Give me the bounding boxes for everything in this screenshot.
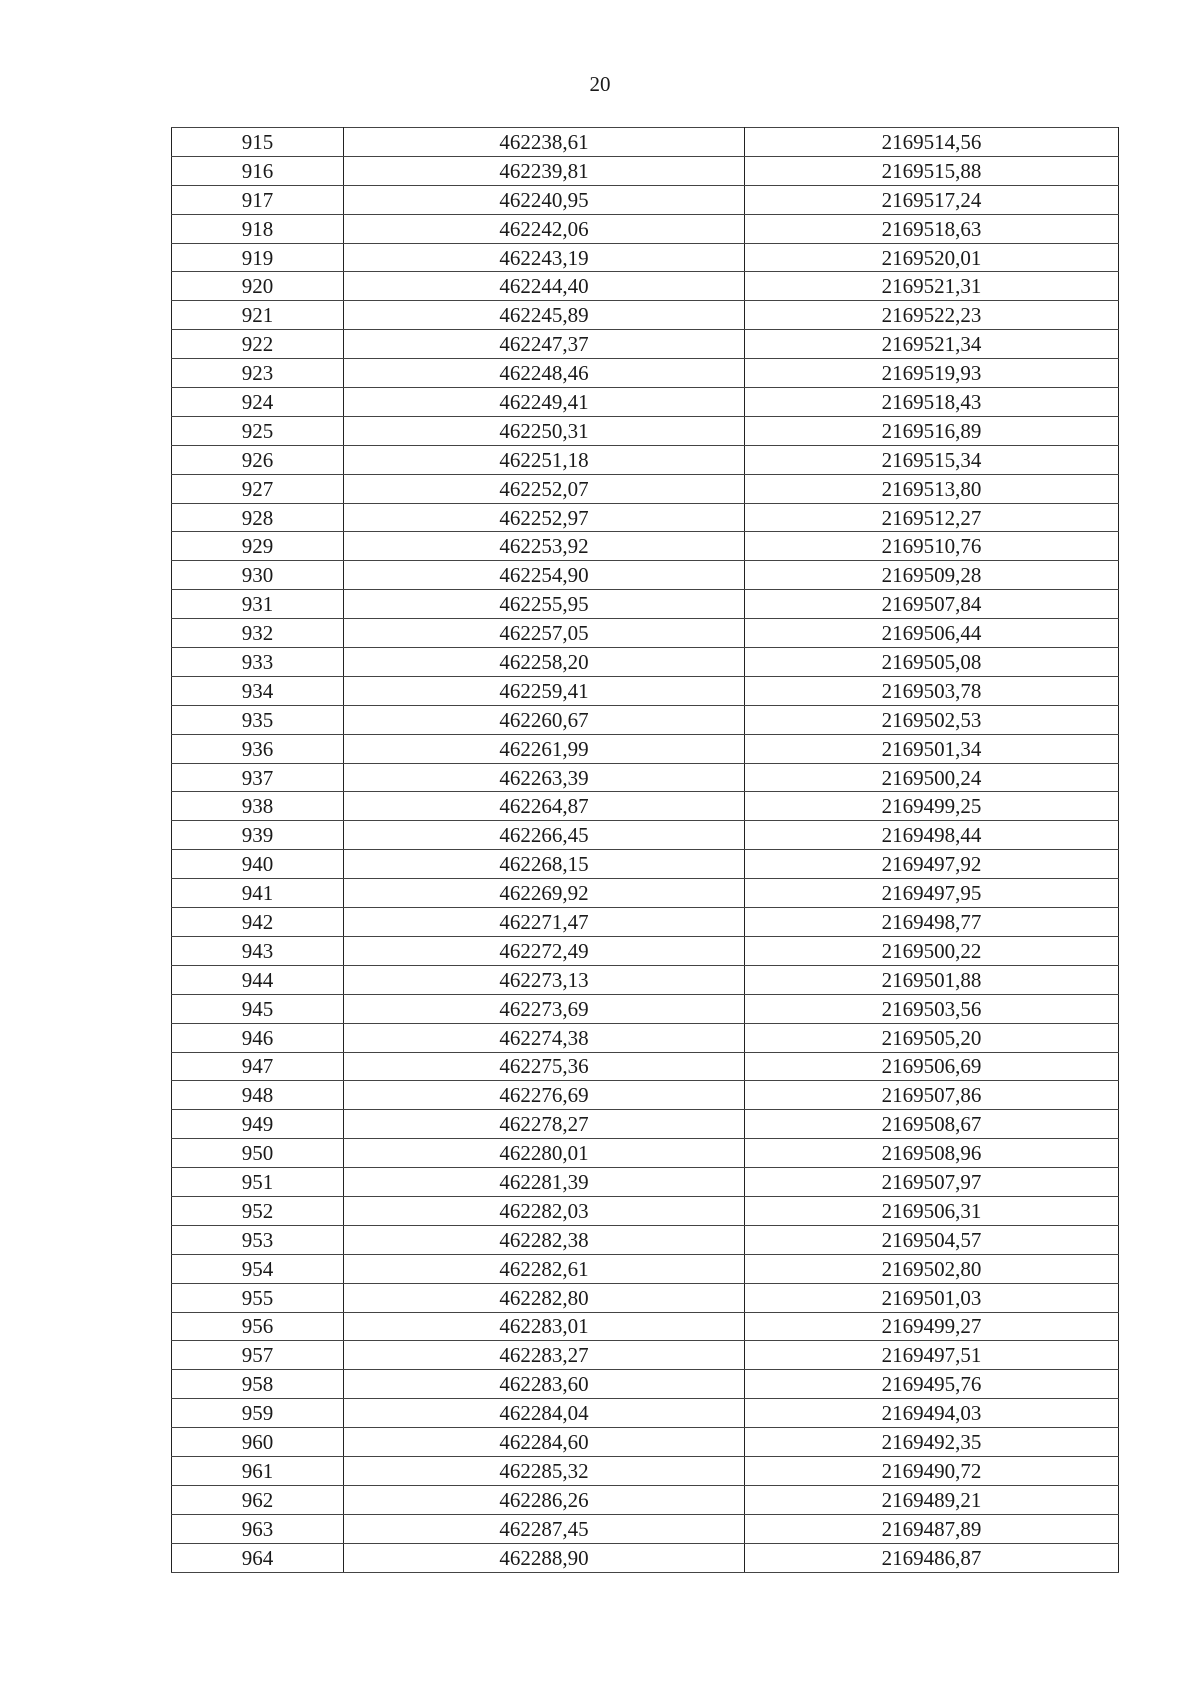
y-coordinate-cell: 2169510,76 bbox=[745, 532, 1119, 561]
table-row bbox=[172, 503, 1119, 532]
x-coordinate-cell: 462238,61 bbox=[344, 128, 745, 157]
point-number-cell: 948 bbox=[172, 1081, 344, 1110]
point-number-cell: 955 bbox=[172, 1283, 344, 1312]
y-coordinate-cell: 2169518,43 bbox=[745, 388, 1119, 417]
point-number-cell: 960 bbox=[172, 1428, 344, 1457]
x-coordinate-cell: 462264,87 bbox=[344, 792, 745, 821]
point-number-cell: 918 bbox=[172, 214, 344, 243]
point-number-cell: 939 bbox=[172, 821, 344, 850]
x-coordinate-cell: 462282,80 bbox=[344, 1283, 745, 1312]
table-row bbox=[172, 156, 1119, 185]
page-number: 20 bbox=[589, 72, 611, 96]
coordinates-table bbox=[171, 127, 1119, 1573]
point-number-cell: 936 bbox=[172, 734, 344, 763]
point-number-cell: 951 bbox=[172, 1168, 344, 1197]
table-row bbox=[172, 1370, 1119, 1399]
x-coordinate-cell: 462283,60 bbox=[344, 1370, 745, 1399]
table-row bbox=[172, 965, 1119, 994]
point-number-cell: 933 bbox=[172, 648, 344, 677]
table-row bbox=[172, 1514, 1119, 1543]
x-coordinate-cell: 462287,45 bbox=[344, 1514, 745, 1543]
point-number-cell: 925 bbox=[172, 416, 344, 445]
point-number-cell: 940 bbox=[172, 850, 344, 879]
table-row bbox=[172, 330, 1119, 359]
table-row bbox=[172, 1168, 1119, 1197]
y-coordinate-cell: 2169506,69 bbox=[745, 1052, 1119, 1081]
table-row bbox=[172, 301, 1119, 330]
y-coordinate-cell: 2169512,27 bbox=[745, 503, 1119, 532]
table-row bbox=[172, 388, 1119, 417]
y-coordinate-cell: 2169489,21 bbox=[745, 1485, 1119, 1514]
x-coordinate-cell: 462243,19 bbox=[344, 243, 745, 272]
x-coordinate-cell: 462284,04 bbox=[344, 1399, 745, 1428]
x-coordinate-cell: 462240,95 bbox=[344, 185, 745, 214]
x-coordinate-cell: 462260,67 bbox=[344, 705, 745, 734]
y-coordinate-cell: 2169502,80 bbox=[745, 1254, 1119, 1283]
y-coordinate-cell: 2169516,89 bbox=[745, 416, 1119, 445]
x-coordinate-cell: 462286,26 bbox=[344, 1485, 745, 1514]
y-coordinate-cell: 2169497,92 bbox=[745, 850, 1119, 879]
y-coordinate-cell: 2169521,34 bbox=[745, 330, 1119, 359]
x-coordinate-cell: 462258,20 bbox=[344, 648, 745, 677]
table-row bbox=[172, 936, 1119, 965]
y-coordinate-cell: 2169519,93 bbox=[745, 359, 1119, 388]
point-number-cell: 929 bbox=[172, 532, 344, 561]
table-row bbox=[172, 1052, 1119, 1081]
table-row bbox=[172, 272, 1119, 301]
point-number-cell: 919 bbox=[172, 243, 344, 272]
x-coordinate-cell: 462261,99 bbox=[344, 734, 745, 763]
x-coordinate-cell: 462239,81 bbox=[344, 156, 745, 185]
table-row bbox=[172, 590, 1119, 619]
point-number-cell: 937 bbox=[172, 763, 344, 792]
x-coordinate-cell: 462283,27 bbox=[344, 1341, 745, 1370]
x-coordinate-cell: 462252,97 bbox=[344, 503, 745, 532]
y-coordinate-cell: 2169515,34 bbox=[745, 445, 1119, 474]
table-row bbox=[172, 1543, 1119, 1572]
y-coordinate-cell: 2169507,97 bbox=[745, 1168, 1119, 1197]
x-coordinate-cell: 462272,49 bbox=[344, 936, 745, 965]
y-coordinate-cell: 2169502,53 bbox=[745, 705, 1119, 734]
y-coordinate-cell: 2169522,23 bbox=[745, 301, 1119, 330]
point-number-cell: 946 bbox=[172, 1023, 344, 1052]
point-number-cell: 917 bbox=[172, 185, 344, 214]
point-number-cell: 928 bbox=[172, 503, 344, 532]
x-coordinate-cell: 462245,89 bbox=[344, 301, 745, 330]
x-coordinate-cell: 462263,39 bbox=[344, 763, 745, 792]
y-coordinate-cell: 2169520,01 bbox=[745, 243, 1119, 272]
x-coordinate-cell: 462282,03 bbox=[344, 1196, 745, 1225]
table-row bbox=[172, 705, 1119, 734]
x-coordinate-cell: 462285,32 bbox=[344, 1456, 745, 1485]
point-number-cell: 931 bbox=[172, 590, 344, 619]
x-coordinate-cell: 462268,15 bbox=[344, 850, 745, 879]
y-coordinate-cell: 2169499,27 bbox=[745, 1312, 1119, 1341]
y-coordinate-cell: 2169495,76 bbox=[745, 1370, 1119, 1399]
y-coordinate-cell: 2169486,87 bbox=[745, 1543, 1119, 1572]
table-row bbox=[172, 1254, 1119, 1283]
point-number-cell: 947 bbox=[172, 1052, 344, 1081]
x-coordinate-cell: 462251,18 bbox=[344, 445, 745, 474]
x-coordinate-cell: 462281,39 bbox=[344, 1168, 745, 1197]
point-number-cell: 926 bbox=[172, 445, 344, 474]
table-row bbox=[172, 763, 1119, 792]
point-number-cell: 954 bbox=[172, 1254, 344, 1283]
point-number-cell: 949 bbox=[172, 1110, 344, 1139]
y-coordinate-cell: 2169499,25 bbox=[745, 792, 1119, 821]
point-number-cell: 935 bbox=[172, 705, 344, 734]
table-row bbox=[172, 1139, 1119, 1168]
x-coordinate-cell: 462247,37 bbox=[344, 330, 745, 359]
point-number-cell: 956 bbox=[172, 1312, 344, 1341]
y-coordinate-cell: 2169507,86 bbox=[745, 1081, 1119, 1110]
table-row bbox=[172, 1428, 1119, 1457]
y-coordinate-cell: 2169508,67 bbox=[745, 1110, 1119, 1139]
x-coordinate-cell: 462255,95 bbox=[344, 590, 745, 619]
point-number-cell: 964 bbox=[172, 1543, 344, 1572]
y-coordinate-cell: 2169503,56 bbox=[745, 994, 1119, 1023]
x-coordinate-cell: 462280,01 bbox=[344, 1139, 745, 1168]
point-number-cell: 957 bbox=[172, 1341, 344, 1370]
y-coordinate-cell: 2169500,24 bbox=[745, 763, 1119, 792]
table-row bbox=[172, 243, 1119, 272]
table-row bbox=[172, 994, 1119, 1023]
point-number-cell: 927 bbox=[172, 474, 344, 503]
x-coordinate-cell: 462278,27 bbox=[344, 1110, 745, 1139]
y-coordinate-cell: 2169506,44 bbox=[745, 619, 1119, 648]
point-number-cell: 944 bbox=[172, 965, 344, 994]
y-coordinate-cell: 2169497,51 bbox=[745, 1341, 1119, 1370]
point-number-cell: 953 bbox=[172, 1225, 344, 1254]
x-coordinate-cell: 462273,69 bbox=[344, 994, 745, 1023]
x-coordinate-cell: 462249,41 bbox=[344, 388, 745, 417]
x-coordinate-cell: 462254,90 bbox=[344, 561, 745, 590]
x-coordinate-cell: 462248,46 bbox=[344, 359, 745, 388]
table-row bbox=[172, 416, 1119, 445]
point-number-cell: 959 bbox=[172, 1399, 344, 1428]
table-row bbox=[172, 128, 1119, 157]
table-row bbox=[172, 214, 1119, 243]
y-coordinate-cell: 2169498,44 bbox=[745, 821, 1119, 850]
point-number-cell: 943 bbox=[172, 936, 344, 965]
y-coordinate-cell: 2169509,28 bbox=[745, 561, 1119, 590]
y-coordinate-cell: 2169521,31 bbox=[745, 272, 1119, 301]
table-row bbox=[172, 648, 1119, 677]
table-row bbox=[172, 1225, 1119, 1254]
point-number-cell: 924 bbox=[172, 388, 344, 417]
x-coordinate-cell: 462259,41 bbox=[344, 676, 745, 705]
y-coordinate-cell: 2169518,63 bbox=[745, 214, 1119, 243]
y-coordinate-cell: 2169506,31 bbox=[745, 1196, 1119, 1225]
y-coordinate-cell: 2169498,77 bbox=[745, 908, 1119, 937]
x-coordinate-cell: 462242,06 bbox=[344, 214, 745, 243]
point-number-cell: 915 bbox=[172, 128, 344, 157]
table-row bbox=[172, 532, 1119, 561]
table-row bbox=[172, 1341, 1119, 1370]
x-coordinate-cell: 462282,61 bbox=[344, 1254, 745, 1283]
point-number-cell: 945 bbox=[172, 994, 344, 1023]
table-row bbox=[172, 1081, 1119, 1110]
y-coordinate-cell: 2169513,80 bbox=[745, 474, 1119, 503]
table-row bbox=[172, 185, 1119, 214]
point-number-cell: 950 bbox=[172, 1139, 344, 1168]
x-coordinate-cell: 462284,60 bbox=[344, 1428, 745, 1457]
y-coordinate-cell: 2169504,57 bbox=[745, 1225, 1119, 1254]
table-row bbox=[172, 1456, 1119, 1485]
point-number-cell: 961 bbox=[172, 1456, 344, 1485]
table-row bbox=[172, 1283, 1119, 1312]
x-coordinate-cell: 462244,40 bbox=[344, 272, 745, 301]
y-coordinate-cell: 2169487,89 bbox=[745, 1514, 1119, 1543]
point-number-cell: 938 bbox=[172, 792, 344, 821]
x-coordinate-cell: 462276,69 bbox=[344, 1081, 745, 1110]
x-coordinate-cell: 462253,92 bbox=[344, 532, 745, 561]
table-row bbox=[172, 561, 1119, 590]
x-coordinate-cell: 462257,05 bbox=[344, 619, 745, 648]
point-number-cell: 922 bbox=[172, 330, 344, 359]
table-row bbox=[172, 734, 1119, 763]
point-number-cell: 934 bbox=[172, 676, 344, 705]
table-row bbox=[172, 1110, 1119, 1139]
y-coordinate-cell: 2169500,22 bbox=[745, 936, 1119, 965]
y-coordinate-cell: 2169490,72 bbox=[745, 1456, 1119, 1485]
coordinates-table-body bbox=[172, 128, 1119, 1573]
y-coordinate-cell: 2169497,95 bbox=[745, 879, 1119, 908]
table-row bbox=[172, 1485, 1119, 1514]
point-number-cell: 963 bbox=[172, 1514, 344, 1543]
table-row bbox=[172, 676, 1119, 705]
y-coordinate-cell: 2169515,88 bbox=[745, 156, 1119, 185]
y-coordinate-cell: 2169507,84 bbox=[745, 590, 1119, 619]
x-coordinate-cell: 462288,90 bbox=[344, 1543, 745, 1572]
point-number-cell: 942 bbox=[172, 908, 344, 937]
point-number-cell: 962 bbox=[172, 1485, 344, 1514]
x-coordinate-cell: 462250,31 bbox=[344, 416, 745, 445]
y-coordinate-cell: 2169508,96 bbox=[745, 1139, 1119, 1168]
table-row bbox=[172, 359, 1119, 388]
point-number-cell: 920 bbox=[172, 272, 344, 301]
x-coordinate-cell: 462282,38 bbox=[344, 1225, 745, 1254]
table-row bbox=[172, 1023, 1119, 1052]
y-coordinate-cell: 2169494,03 bbox=[745, 1399, 1119, 1428]
y-coordinate-cell: 2169501,88 bbox=[745, 965, 1119, 994]
x-coordinate-cell: 462273,13 bbox=[344, 965, 745, 994]
point-number-cell: 916 bbox=[172, 156, 344, 185]
table-row bbox=[172, 1312, 1119, 1341]
table-row bbox=[172, 821, 1119, 850]
y-coordinate-cell: 2169505,20 bbox=[745, 1023, 1119, 1052]
table-row bbox=[172, 474, 1119, 503]
point-number-cell: 923 bbox=[172, 359, 344, 388]
table-row bbox=[172, 879, 1119, 908]
point-number-cell: 941 bbox=[172, 879, 344, 908]
table-row bbox=[172, 792, 1119, 821]
y-coordinate-cell: 2169501,34 bbox=[745, 734, 1119, 763]
table-row bbox=[172, 445, 1119, 474]
y-coordinate-cell: 2169503,78 bbox=[745, 676, 1119, 705]
x-coordinate-cell: 462274,38 bbox=[344, 1023, 745, 1052]
table-row bbox=[172, 908, 1119, 937]
point-number-cell: 932 bbox=[172, 619, 344, 648]
x-coordinate-cell: 462266,45 bbox=[344, 821, 745, 850]
x-coordinate-cell: 462283,01 bbox=[344, 1312, 745, 1341]
y-coordinate-cell: 2169492,35 bbox=[745, 1428, 1119, 1457]
x-coordinate-cell: 462269,92 bbox=[344, 879, 745, 908]
y-coordinate-cell: 2169505,08 bbox=[745, 648, 1119, 677]
y-coordinate-cell: 2169514,56 bbox=[745, 128, 1119, 157]
x-coordinate-cell: 462275,36 bbox=[344, 1052, 745, 1081]
y-coordinate-cell: 2169501,03 bbox=[745, 1283, 1119, 1312]
point-number-cell: 930 bbox=[172, 561, 344, 590]
x-coordinate-cell: 462252,07 bbox=[344, 474, 745, 503]
point-number-cell: 952 bbox=[172, 1196, 344, 1225]
table-row bbox=[172, 1196, 1119, 1225]
table-row bbox=[172, 1399, 1119, 1428]
x-coordinate-cell: 462271,47 bbox=[344, 908, 745, 937]
table-row bbox=[172, 619, 1119, 648]
y-coordinate-cell: 2169517,24 bbox=[745, 185, 1119, 214]
table-row bbox=[172, 850, 1119, 879]
point-number-cell: 958 bbox=[172, 1370, 344, 1399]
point-number-cell: 921 bbox=[172, 301, 344, 330]
